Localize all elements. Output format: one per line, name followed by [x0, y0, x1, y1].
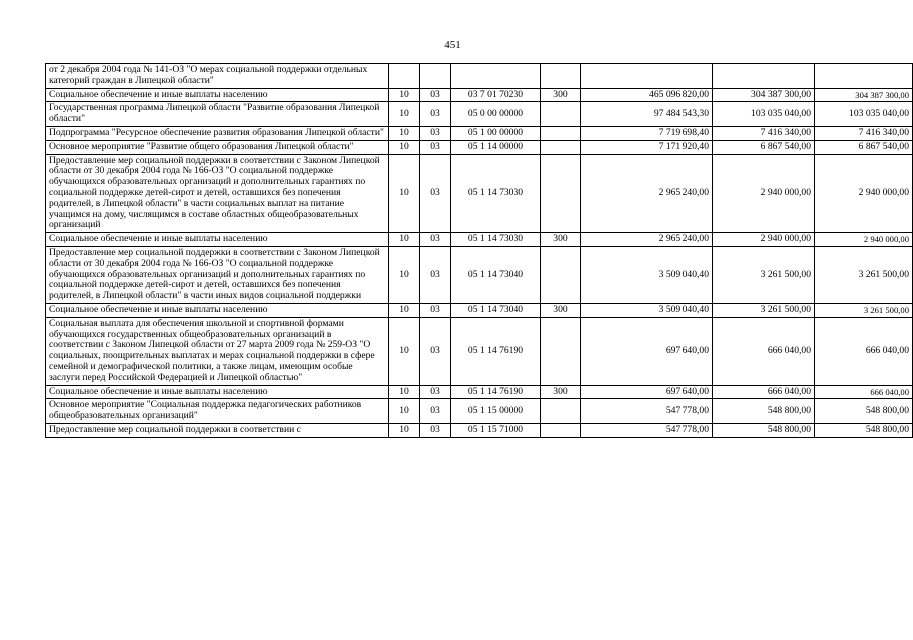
cell-section: 10 [389, 246, 420, 303]
cell-expense-type: 300 [541, 233, 581, 247]
cell-amount-3: 548 800,00 [815, 399, 913, 424]
cell-amount-3: 6 867 540,00 [815, 140, 913, 154]
cell-target-article: 05 1 14 00000 [451, 140, 541, 154]
cell-description: Основное мероприятие "Социальная поддержка педагогических работников общеобразовательных организаций" [46, 399, 389, 424]
cell-subsection: 03 [420, 303, 451, 317]
cell-section: 10 [389, 423, 420, 437]
cell-description: Основное мероприятие "Развитие общего образования Липецкой области" [46, 140, 389, 154]
cell-target-article: 05 1 14 73040 [451, 246, 541, 303]
cell-amount-2: 3 261 500,00 [713, 246, 815, 303]
cell-amount-2: 548 800,00 [713, 423, 815, 437]
cell-amount-3: 103 035 040,00 [815, 102, 913, 127]
table-row [46, 64, 913, 89]
cell-amount-1: 697 640,00 [581, 385, 713, 399]
cell-expense-type: 300 [541, 88, 581, 102]
cell-subsection: 03 [420, 246, 451, 303]
cell-amount-2 [713, 64, 815, 89]
cell-section: 10 [389, 385, 420, 399]
cell-subsection: 03 [420, 423, 451, 437]
cell-subsection: 03 [420, 140, 451, 154]
cell-amount-2: 666 040,00 [713, 317, 815, 385]
cell-section: 10 [389, 233, 420, 247]
table-row [46, 385, 913, 399]
cell-description: Предоставление мер социальной поддержки в соответствии с [46, 423, 389, 437]
table-row [46, 317, 913, 385]
table-row [46, 246, 913, 303]
cell-amount-2: 2 940 000,00 [713, 154, 815, 233]
table-row [46, 303, 913, 317]
cell-amount-3: 548 800,00 [815, 423, 913, 437]
cell-expense-type [541, 154, 581, 233]
cell-description: Социальная выплата для обеспечения школьной и спортивной формами обучающихся государственных общеобразовательных организаций в соответствии с Законом Липецкой области от 27 марта 2009 года № 259-ОЗ "О социальных, поощрительных выплатах и мерах социальной поддержки в сфере семейной и демографической политики, а также лицам, имеющим особые заслуги перед Российской Федерацией и Липецкой областью" [46, 317, 389, 385]
cell-section [389, 64, 420, 89]
cell-subsection: 03 [420, 317, 451, 385]
cell-expense-type [541, 140, 581, 154]
cell-target-article: 05 1 15 71000 [451, 423, 541, 437]
cell-amount-2: 304 387 300,00 [713, 88, 815, 102]
cell-subsection: 03 [420, 102, 451, 127]
cell-expense-type [541, 399, 581, 424]
table-row [46, 399, 913, 424]
table-row [46, 233, 913, 247]
cell-target-article: 05 1 00 00000 [451, 126, 541, 140]
cell-amount-1: 547 778,00 [581, 423, 713, 437]
cell-amount-2: 3 261 500,00 [713, 303, 815, 317]
cell-amount-3: 7 416 340,00 [815, 126, 913, 140]
cell-section: 10 [389, 140, 420, 154]
cell-section: 10 [389, 317, 420, 385]
cell-description: Социальное обеспечение и иные выплаты населению [46, 88, 389, 102]
cell-description: Государственная программа Липецкой области "Развитие образования Липецкой области" [46, 102, 389, 127]
cell-amount-2: 103 035 040,00 [713, 102, 815, 127]
cell-amount-3: 2 940 000,00 [815, 154, 913, 233]
cell-target-article: 05 1 14 73030 [451, 233, 541, 247]
cell-expense-type [541, 126, 581, 140]
cell-target-article [451, 64, 541, 89]
cell-target-article: 05 1 15 00000 [451, 399, 541, 424]
cell-amount-3: 304 387 300,00 [815, 88, 913, 102]
cell-amount-1: 465 096 820,00 [581, 88, 713, 102]
cell-amount-3: 666 040,00 [815, 317, 913, 385]
cell-section: 10 [389, 154, 420, 233]
cell-amount-3: 3 261 500,00 [815, 246, 913, 303]
cell-description: Подпрограмма "Ресурсное обеспечение развития образования Липецкой области" [46, 126, 389, 140]
cell-target-article: 03 7 01 70230 [451, 88, 541, 102]
table-body [46, 64, 913, 438]
budget-table [45, 63, 913, 438]
cell-description: Предоставление мер социальной поддержки в соответствии с Законом Липецкой области от 30 декабря 2004 года № 166-ОЗ "О социальной поддержке обучающихся образовательных организаций и дополнительных гарантиях по социальной поддержке детей-сирот и детей, оставшихся без попечения родителей, в Липецкой области" в части иных видов социальной поддержки [46, 246, 389, 303]
table-row [46, 423, 913, 437]
cell-expense-type [541, 102, 581, 127]
table-row [46, 88, 913, 102]
cell-amount-1: 697 640,00 [581, 317, 713, 385]
cell-amount-2: 7 416 340,00 [713, 126, 815, 140]
cell-amount-2: 666 040,00 [713, 385, 815, 399]
cell-target-article: 05 1 14 73030 [451, 154, 541, 233]
cell-amount-1: 3 509 040,40 [581, 246, 713, 303]
cell-subsection: 03 [420, 88, 451, 102]
cell-amount-3: 3 261 500,00 [815, 303, 913, 317]
table-row [46, 102, 913, 127]
cell-amount-3: 2 940 000,00 [815, 233, 913, 247]
cell-amount-1: 7 171 920,40 [581, 140, 713, 154]
cell-subsection: 03 [420, 126, 451, 140]
cell-subsection: 03 [420, 399, 451, 424]
table-row [46, 140, 913, 154]
cell-section: 10 [389, 399, 420, 424]
cell-amount-2: 2 940 000,00 [713, 233, 815, 247]
cell-amount-1: 3 509 040,40 [581, 303, 713, 317]
cell-subsection: 03 [420, 233, 451, 247]
cell-subsection: 03 [420, 385, 451, 399]
cell-target-article: 05 0 00 00000 [451, 102, 541, 127]
cell-target-article: 05 1 14 76190 [451, 385, 541, 399]
cell-expense-type [541, 317, 581, 385]
cell-amount-1 [581, 64, 713, 89]
cell-subsection [420, 64, 451, 89]
cell-expense-type [541, 64, 581, 89]
table-row [46, 126, 913, 140]
cell-target-article: 05 1 14 73040 [451, 303, 541, 317]
cell-amount-2: 548 800,00 [713, 399, 815, 424]
cell-amount-3 [815, 64, 913, 89]
cell-section: 10 [389, 102, 420, 127]
page-number: 451 [444, 39, 461, 51]
cell-amount-1: 547 778,00 [581, 399, 713, 424]
cell-description: Предоставление мер социальной поддержки в соответствии с Законом Липецкой области от 30 декабря 2004 года № 166-ОЗ "О социальной поддержке обучающихся образовательных организаций и дополнительных гарантиях по социальной поддержке детей-сирот и детей, оставшихся без попечения родителей, в Липецкой области" в части социальных выплат на питание учащимся на дому, числящимся в составе областных общеобразовательных организаций [46, 154, 389, 233]
cell-expense-type [541, 423, 581, 437]
cell-section: 10 [389, 126, 420, 140]
cell-expense-type: 300 [541, 303, 581, 317]
cell-description: от 2 декабря 2004 года № 141-ОЗ "О мерах социальной поддержки отдельных категорий граждан в Липецкой области" [46, 64, 389, 89]
cell-amount-1: 7 719 698,40 [581, 126, 713, 140]
cell-description: Социальное обеспечение и иные выплаты населению [46, 233, 389, 247]
cell-amount-2: 6 867 540,00 [713, 140, 815, 154]
cell-target-article: 05 1 14 76190 [451, 317, 541, 385]
cell-section: 10 [389, 88, 420, 102]
cell-description: Социальное обеспечение и иные выплаты населению [46, 303, 389, 317]
cell-section: 10 [389, 303, 420, 317]
cell-expense-type: 300 [541, 385, 581, 399]
table-row [46, 154, 913, 233]
cell-amount-3: 666 040,00 [815, 385, 913, 399]
cell-expense-type [541, 246, 581, 303]
cell-amount-1: 2 965 240,00 [581, 233, 713, 247]
cell-amount-1: 2 965 240,00 [581, 154, 713, 233]
cell-amount-1: 97 484 543,30 [581, 102, 713, 127]
cell-description: Социальное обеспечение и иные выплаты населению [46, 385, 389, 399]
cell-subsection: 03 [420, 154, 451, 233]
